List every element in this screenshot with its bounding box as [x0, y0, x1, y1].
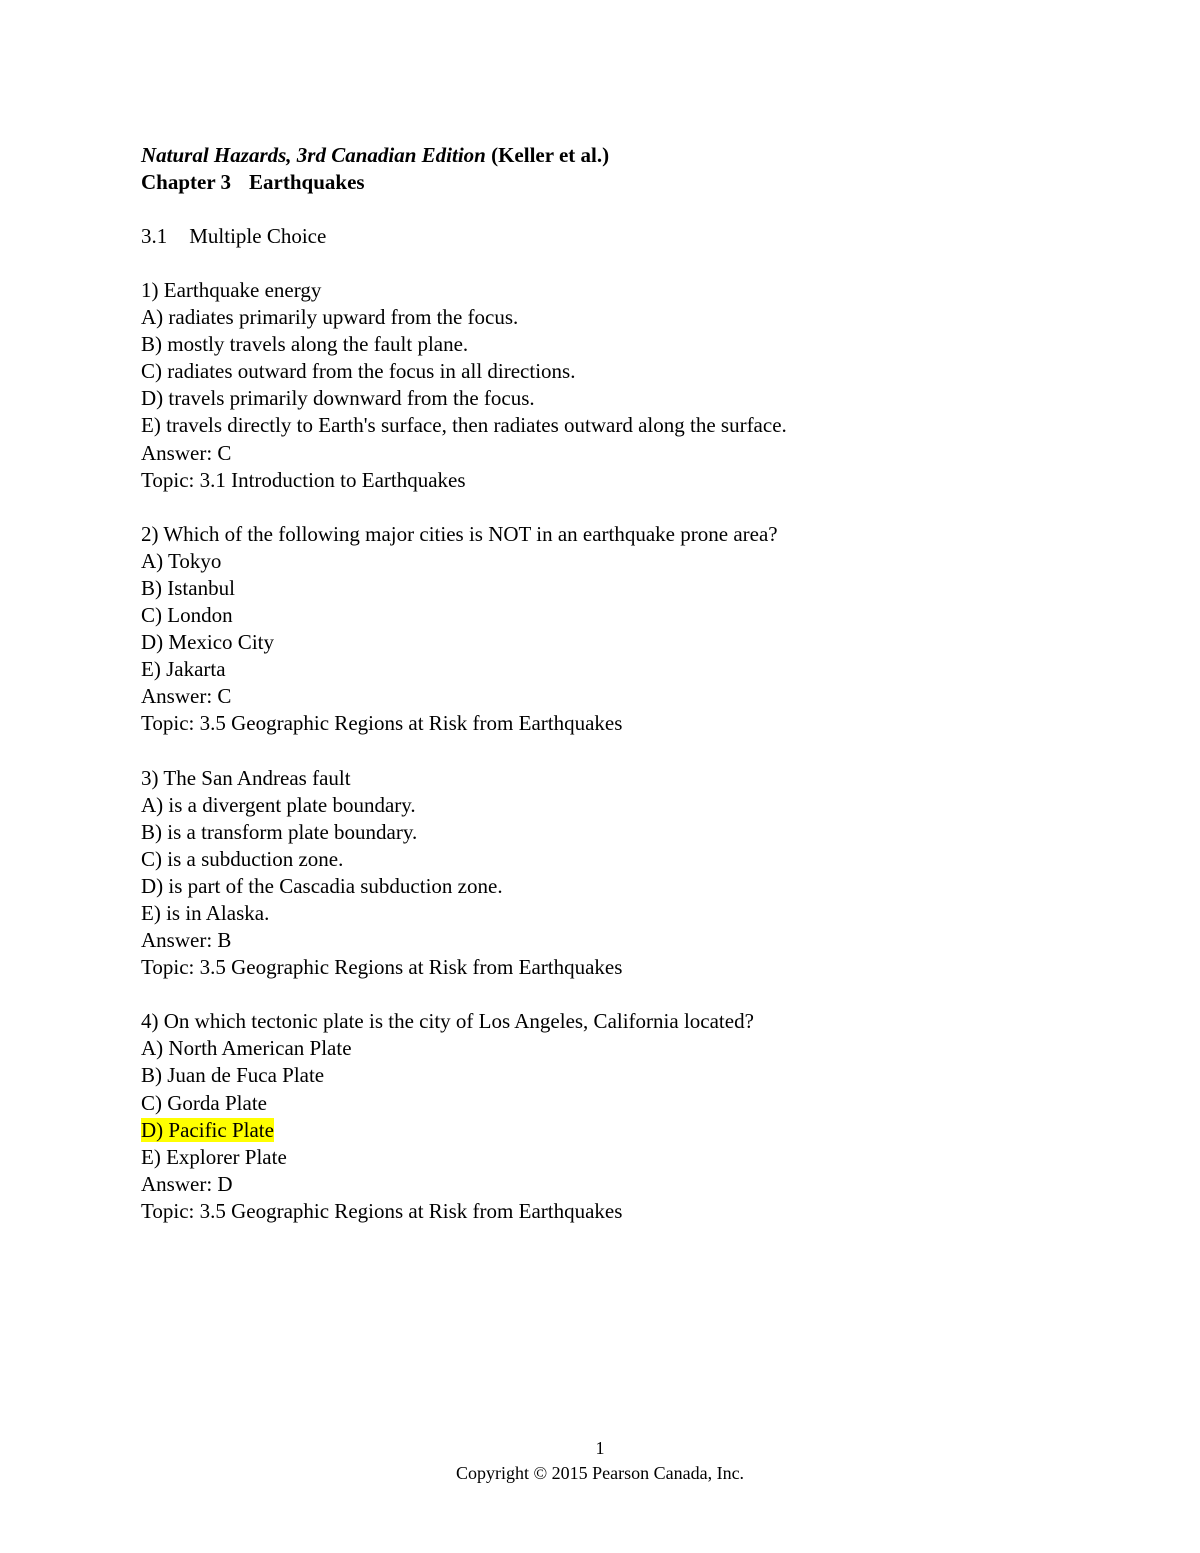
option-c: C) Gorda Plate — [141, 1090, 267, 1115]
question-stem: 3) The San Andreas fault — [141, 765, 351, 790]
question-1 — [141, 277, 1101, 494]
answer: Answer: C — [141, 440, 232, 465]
topic: Topic: 3.1 Introduction to Earthquakes — [141, 467, 466, 492]
option-a: A) North American Plate — [141, 1036, 352, 1061]
topic: Topic: 3.5 Geographic Regions at Risk from Earthquakes — [141, 1198, 623, 1223]
answer: Answer: D — [141, 1171, 233, 1196]
option-a: A) Tokyo — [141, 548, 222, 573]
topic: Topic: 3.5 Geographic Regions at Risk from Earthquakes — [141, 711, 623, 736]
option-b: B) Juan de Fuca Plate — [141, 1063, 325, 1088]
question-3 — [141, 765, 1101, 982]
chapter-heading — [141, 169, 1101, 196]
option-c: C) is a subduction zone. — [141, 846, 344, 871]
book-title: Natural Hazards, 3rd Canadian Edition — [141, 143, 486, 167]
answer: Answer: B — [141, 928, 232, 953]
page-number: 1 — [595, 1438, 605, 1458]
copyright-notice: Copyright © 2015 Pearson Canada, Inc. — [455, 1463, 745, 1483]
option-e: E) is in Alaska. — [141, 900, 270, 925]
option-d: D) is part of the Cascadia subduction zone. — [141, 873, 503, 898]
book-title-line — [141, 142, 1101, 169]
option-c: C) radiates outward from the focus in all directions. — [141, 359, 576, 384]
option-d: D) Mexico City — [141, 630, 274, 655]
section-title: Multiple Choice — [189, 224, 327, 248]
answer: Answer: C — [141, 684, 232, 709]
option-c: C) London — [141, 603, 233, 628]
option-d: D) travels primarily downward from the focus. — [141, 386, 535, 411]
question-stem: 4) On which tectonic plate is the city of Los Angeles, California located? — [141, 1009, 754, 1034]
question-stem: 2) Which of the following major cities is NOT in an earthquake prone area? — [141, 521, 778, 546]
question-2 — [141, 521, 1101, 738]
topic: Topic: 3.5 Geographic Regions at Risk from Earthquakes — [141, 955, 623, 980]
option-e: E) travels directly to Earth's surface, then radiates outward along the surface. — [141, 413, 787, 438]
chapter-label: Chapter 3 — [141, 170, 232, 194]
option-e: E) Explorer Plate — [141, 1144, 287, 1169]
section-heading — [141, 223, 1101, 250]
option-e: E) Jakarta — [141, 657, 226, 682]
option-a: A) is a divergent plate boundary. — [141, 792, 416, 817]
option-b: B) Istanbul — [141, 575, 235, 600]
option-d-highlighted — [141, 1117, 1101, 1144]
book-authors: (Keller et al.) — [491, 143, 610, 167]
section-number: 3.1 — [141, 224, 168, 248]
chapter-title: Earthquakes — [249, 170, 365, 194]
option-b: B) is a transform plate boundary. — [141, 819, 418, 844]
option-a: A) radiates primarily upward from the focus. — [141, 305, 519, 330]
option-b: B) mostly travels along the fault plane. — [141, 332, 469, 357]
document-page — [141, 142, 1101, 1225]
question-stem: 1) Earthquake energy — [141, 278, 322, 302]
highlight-mark: D) Pacific Plate — [141, 1117, 274, 1142]
question-4 — [141, 1008, 1101, 1225]
